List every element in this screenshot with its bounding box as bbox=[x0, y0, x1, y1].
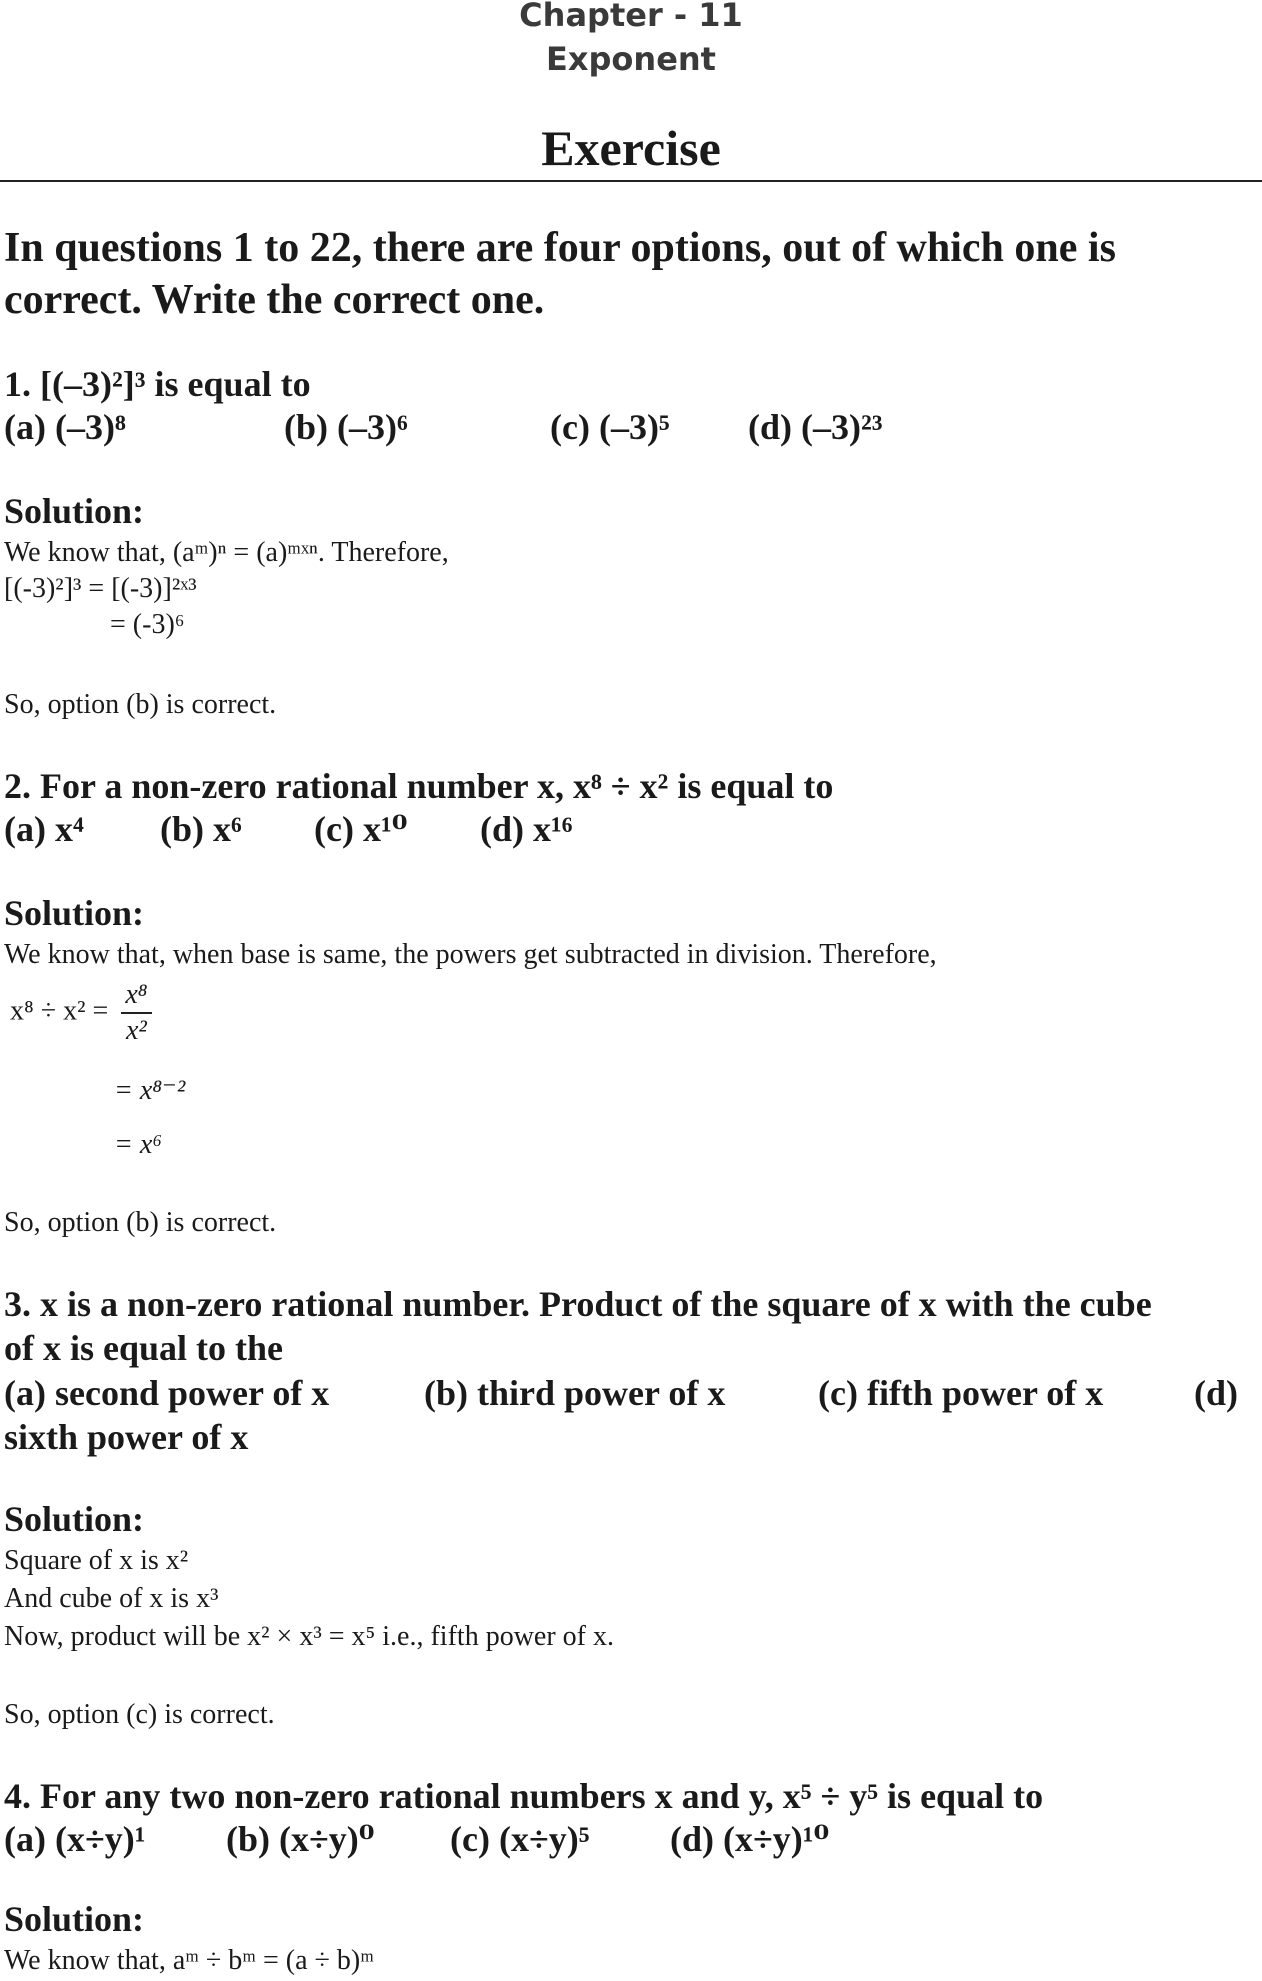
q2-division-equation bbox=[10, 978, 152, 1048]
q3-solution-heading: Solution: bbox=[4, 1499, 145, 1539]
q2-solution-line1: We know that, when base is same, the powers get subtracted in division. Therefore, bbox=[4, 939, 937, 970]
q1-option-a: (a) (–3)⁸ bbox=[4, 407, 126, 447]
chapter-number: Chapter - 11 bbox=[519, 0, 743, 34]
q3-option-d-text: sixth power of x bbox=[4, 1417, 249, 1457]
q1-question: 1. [(–3)²]³ is equal to bbox=[4, 364, 311, 404]
q1-option-d: (d) (–3)²³ bbox=[748, 407, 883, 447]
q4-solution-line1: We know that, aᵐ ÷ bᵐ = (a ÷ b)ᵐ bbox=[4, 1945, 374, 1976]
q3-option-a: (a) second power of x bbox=[4, 1373, 330, 1413]
q2-option-d: (d) x¹⁶ bbox=[480, 809, 573, 849]
q1-solution-line2: [(-3)²]³ = [(-3)]²ˣ³ bbox=[4, 573, 197, 604]
q4-option-d: (d) (x÷y)¹⁰ bbox=[670, 1819, 830, 1859]
q2-solution-heading: Solution: bbox=[4, 893, 145, 933]
q2-step2: = x⁶ bbox=[114, 1129, 163, 1160]
q3-solution-line2: And cube of x is x³ bbox=[4, 1583, 219, 1614]
q4-solution-heading: Solution: bbox=[4, 1899, 145, 1939]
q2-fraction bbox=[121, 978, 151, 1048]
q1-solution-line1: We know that, (aᵐ)ⁿ = (a)ᵐˣⁿ. Therefore, bbox=[4, 537, 449, 568]
chapter-subject: Exponent bbox=[546, 40, 716, 78]
q2-option-c: (c) x¹⁰ bbox=[314, 809, 408, 849]
q2-question: 2. For a non-zero rational number x, x⁸ ÷ x² is equal to bbox=[4, 766, 834, 806]
q1-option-c: (c) (–3)⁵ bbox=[550, 407, 670, 447]
q2-numerator: x⁸ bbox=[125, 979, 148, 1010]
q4-question: 4. For any two non-zero rational numbers x and y, x⁵ ÷ y⁵ is equal to bbox=[4, 1776, 1044, 1816]
q2-lhs: x⁸ ÷ x² = bbox=[10, 995, 109, 1027]
title-divider bbox=[0, 180, 1262, 182]
q1-solution-heading: Solution: bbox=[4, 491, 145, 531]
q3-solution-line3: Now, product will be x² × x³ = x⁵ i.e., fifth power of x. bbox=[4, 1621, 614, 1652]
q2-denominator: x² bbox=[121, 1012, 151, 1048]
q2-step1: = x⁸⁻² bbox=[114, 1075, 186, 1106]
q4-option-c: (c) (x÷y)⁵ bbox=[450, 1819, 590, 1859]
q3-option-c: (c) fifth power of x bbox=[818, 1373, 1104, 1413]
q4-option-b: (b) (x÷y)⁰ bbox=[226, 1819, 375, 1859]
q4-option-a: (a) (x÷y)¹ bbox=[4, 1819, 146, 1859]
q3-solution-line1: Square of x is x² bbox=[4, 1545, 189, 1576]
q3-conclusion: So, option (c) is correct. bbox=[4, 1699, 275, 1730]
q1-conclusion: So, option (b) is correct. bbox=[4, 689, 277, 720]
q3-question-line2: of x is equal to the bbox=[4, 1328, 283, 1368]
instructions: In questions 1 to 22, there are four options, out of which one is correct. Write the correct one. bbox=[4, 225, 1116, 323]
q1-solution-line3: = (-3)⁶ bbox=[110, 609, 185, 640]
q2-option-a: (a) x⁴ bbox=[4, 809, 84, 849]
q2-option-b: (b) x⁶ bbox=[160, 809, 242, 849]
q2-conclusion: So, option (b) is correct. bbox=[4, 1207, 277, 1238]
page-title: Exercise bbox=[541, 120, 721, 176]
q3-option-b: (b) third power of x bbox=[424, 1373, 726, 1413]
q1-option-b: (b) (–3)⁶ bbox=[284, 407, 408, 447]
q3-question-line1: 3. x is a non-zero rational number. Product of the square of x with the cube bbox=[4, 1284, 1152, 1324]
q3-option-d: (d) bbox=[1194, 1373, 1238, 1413]
